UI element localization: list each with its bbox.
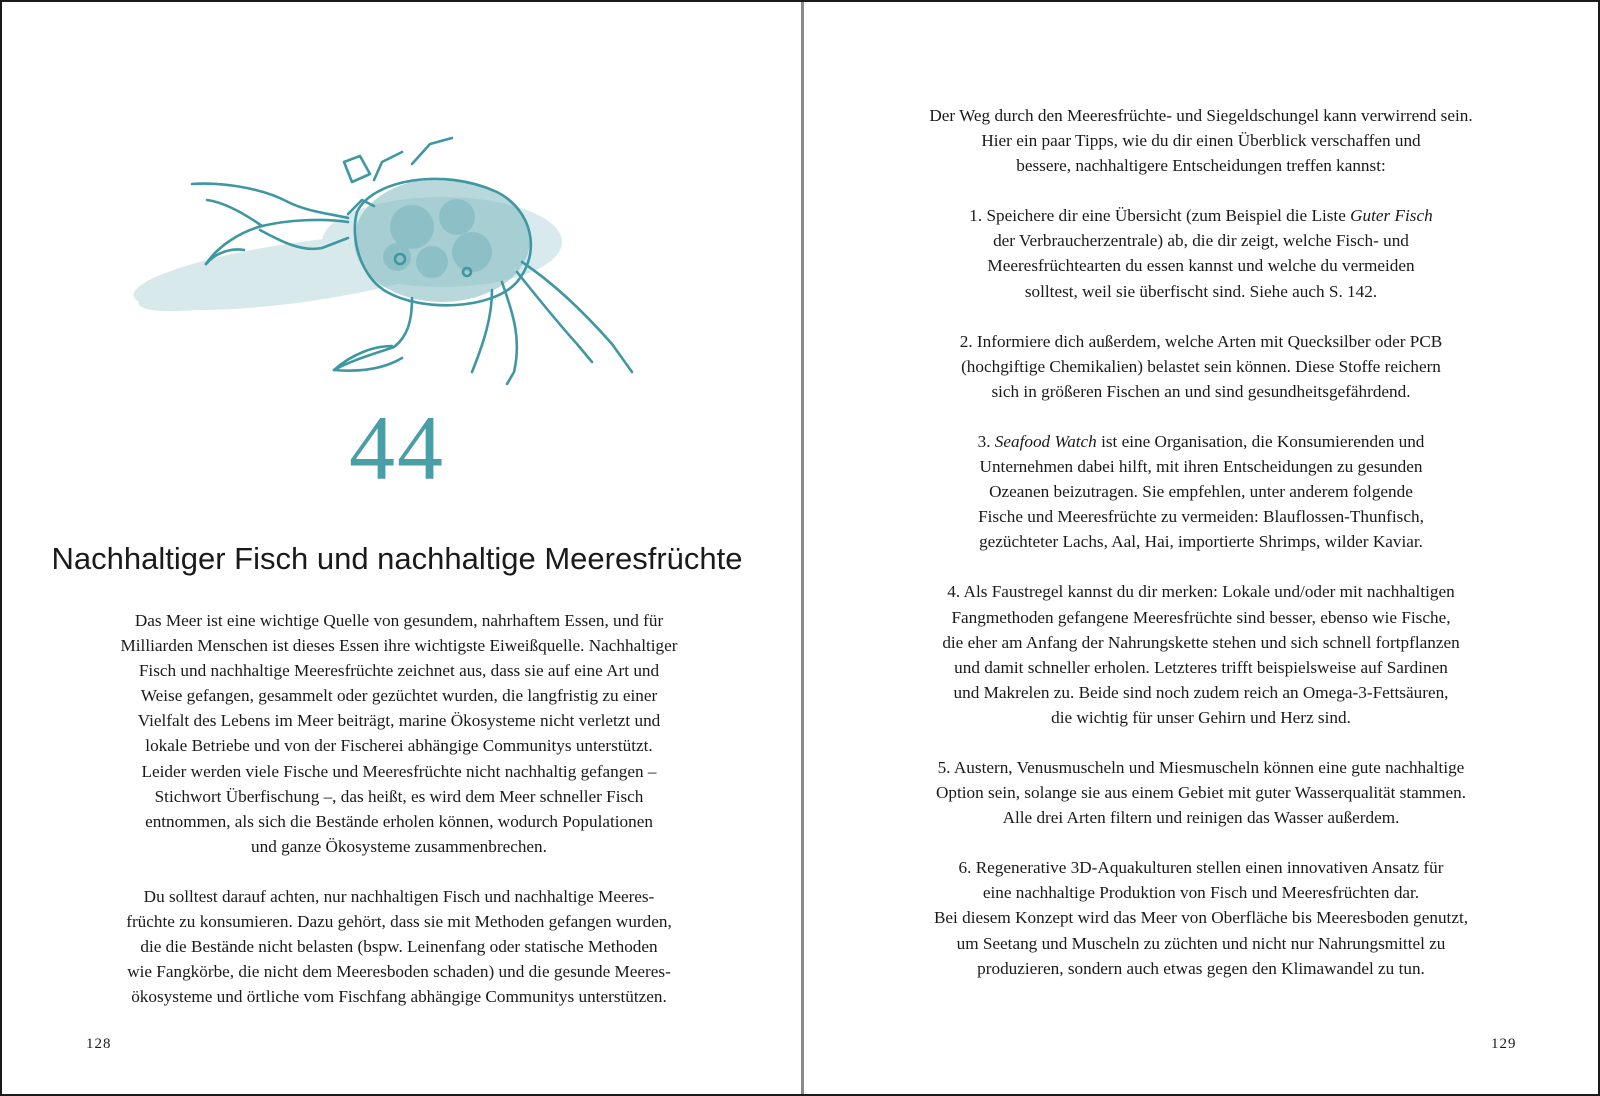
tip-1-italic: Guter Fisch	[1350, 206, 1433, 226]
tip-3-suffix: ist eine Organisation, die Konsumierenden und	[1096, 431, 1425, 451]
tip-3	[876, 429, 1526, 554]
page-number-left: 128	[86, 1036, 112, 1052]
text-line: und Makrelen zu. Beide sind noch zudem reich an Omega-3-Fettsäuren,	[953, 682, 1449, 702]
text-line: Milliarden Menschen ist dieses Essen ihre wichtigste Eiweißquelle. Nachhaltiger	[120, 636, 678, 656]
chapter-title: Nachhaltiger Fisch und nachhaltige Meeresfrüchte	[51, 541, 743, 576]
text-line: ökosysteme und örtliche vom Fischfang abhängige Communitys unterstützen.	[131, 987, 667, 1007]
text-line: 4. Als Faustregel kannst du dir merken: Lokale und/oder mit nachhaltigen	[947, 582, 1455, 602]
text-line: und ganze Ökosysteme zusammenbrechen.	[251, 836, 547, 856]
text-line	[876, 429, 1526, 454]
text-line: solltest, weil sie überfischt sind. Siehe auch S. 142.	[1024, 281, 1378, 301]
intro-paragraph	[876, 103, 1526, 178]
text-line: früchte zu konsumieren. Dazu gehört, dass sie mit Methoden gefangen wurden,	[126, 912, 672, 932]
tip-3-prefix: 3.	[977, 431, 995, 451]
page-number-right: 129	[1491, 1036, 1517, 1052]
text-line: wie Fangkörbe, die nicht dem Meeresboden schaden) und die gesunde Meeres-	[127, 962, 671, 982]
text-line: Stichwort Überfischung –, das heißt, es wird dem Meer schneller Fisch	[154, 786, 644, 806]
text-line: Fisch und nachhaltige Meeresfrüchte zeichnet aus, dass sie auf eine Art und	[138, 661, 660, 681]
text-line: sich in größeren Fischen an und sind gesundheitsgefährdend.	[991, 381, 1411, 401]
text-line: 5. Austern, Venusmuscheln und Miesmuscheln können eine gute nachhaltige	[937, 757, 1465, 777]
left-page	[2, 2, 801, 1094]
tip-1-prefix: 1. Speichere dir eine Übersicht (zum Beispiel die Liste	[969, 206, 1351, 226]
text-line: lokale Betriebe und von der Fischerei abhängige Communitys unterstützt.	[145, 736, 653, 756]
text-line: Unternehmen dabei hilft, mit ihren Entscheidungen zu gesunden	[979, 457, 1423, 477]
text-line: Hier ein paar Tipps, wie du dir einen Überblick verschaffen und	[981, 131, 1421, 151]
text-line: entnommen, als sich die Bestände erholen können, wodurch Populationen	[145, 811, 653, 831]
right-body-text	[876, 103, 1526, 981]
chapter-number: 44	[349, 397, 445, 499]
tip-6	[876, 855, 1526, 980]
text-line: 2. Informiere dich außerdem, welche Arten mit Quecksilber oder PCB	[959, 331, 1443, 351]
right-page	[804, 2, 1598, 1094]
text-line: und damit schneller erholen. Letzteres trifft beispielsweise auf Sardinen	[954, 657, 1448, 677]
text-line: die wichtig für unser Gehirn und Herz sind.	[1051, 707, 1351, 727]
text-line: produzieren, sondern auch etwas gegen den Klimawandel zu tun.	[977, 958, 1425, 978]
text-line: Option sein, solange sie aus einem Gebiet mit guter Wasserqualität stammen.	[935, 783, 1467, 803]
text-line: Meeresfrüchtearten du essen kannst und welche du vermeiden	[987, 256, 1415, 276]
text-line: 6. Regenerative 3D-Aquakulturen stellen einen innovativen Ansatz für	[958, 858, 1444, 878]
crab-illustration-icon	[112, 122, 652, 402]
text-line: der Verbraucherzentrale) ab, die dir zeigt, welche Fisch- und	[993, 231, 1409, 251]
text-line: Der Weg durch den Meeresfrüchte- und Siegeldschungel kann verwirrend sein.	[929, 106, 1473, 125]
text-line: gezüchteter Lachs, Aal, Hai, importierte Shrimps, wilder Kaviar.	[979, 532, 1423, 552]
left-paragraph-2	[82, 884, 716, 1009]
text-line: die eher am Anfang der Nahrungskette stehen und sich schnell fortpflanzen	[942, 632, 1460, 652]
text-line: Vielfalt des Lebens im Meer beiträgt, marine Ökosysteme nicht verletzt und	[137, 711, 661, 731]
text-line: eine nachhaltige Produktion von Fisch und Meeresfrüchten dar.	[982, 883, 1420, 903]
left-paragraph-1	[82, 608, 716, 859]
text-line: die die Bestände nicht belasten (bspw. Leinenfang oder statische Methoden	[140, 937, 658, 957]
tip-3-italic: Seafood Watch	[994, 431, 1097, 451]
tip-4	[876, 579, 1526, 730]
tip-2	[876, 329, 1526, 404]
text-line: Fische und Meeresfrüchte zu vermeiden: Blauflossen-Thunfisch,	[978, 507, 1424, 527]
text-line: um Seetang und Muscheln zu züchten und nicht nur Nahrungsmittel zu	[956, 933, 1446, 953]
text-line: Weise gefangen, gesammelt oder gezüchtet wurden, die langfristig zu einer	[140, 686, 658, 706]
text-line: Du solltest darauf achten, nur nachhaltigen Fisch und nachhaltige Meeres-	[143, 886, 655, 906]
left-body-text	[82, 608, 716, 1009]
text-line: Bei diesem Konzept wird das Meer von Oberfläche bis Meeresboden genutzt,	[933, 908, 1469, 928]
text-line: Alle drei Arten filtern und reinigen das Wasser außerdem.	[1002, 808, 1400, 828]
text-line: Fangmethoden gefangene Meeresfrüchte sind besser, ebenso wie Fische,	[951, 607, 1451, 627]
text-line: Leider werden viele Fische und Meeresfrüchte nicht nachhaltig gefangen –	[141, 761, 657, 781]
text-line: (hochgiftige Chemikalien) belastet sein können. Diese Stoffe reichern	[961, 356, 1441, 376]
text-line: Das Meer ist eine wichtige Quelle von gesundem, nahrhaftem Essen, und für	[134, 611, 664, 630]
text-line: Ozeanen beizutragen. Sie empfehlen, unter anderem folgende	[989, 482, 1413, 502]
text-line	[876, 203, 1526, 228]
text-line: bessere, nachhaltigere Entscheidungen treffen kannst:	[1016, 156, 1386, 176]
tip-5	[876, 755, 1526, 830]
tip-1	[876, 203, 1526, 303]
